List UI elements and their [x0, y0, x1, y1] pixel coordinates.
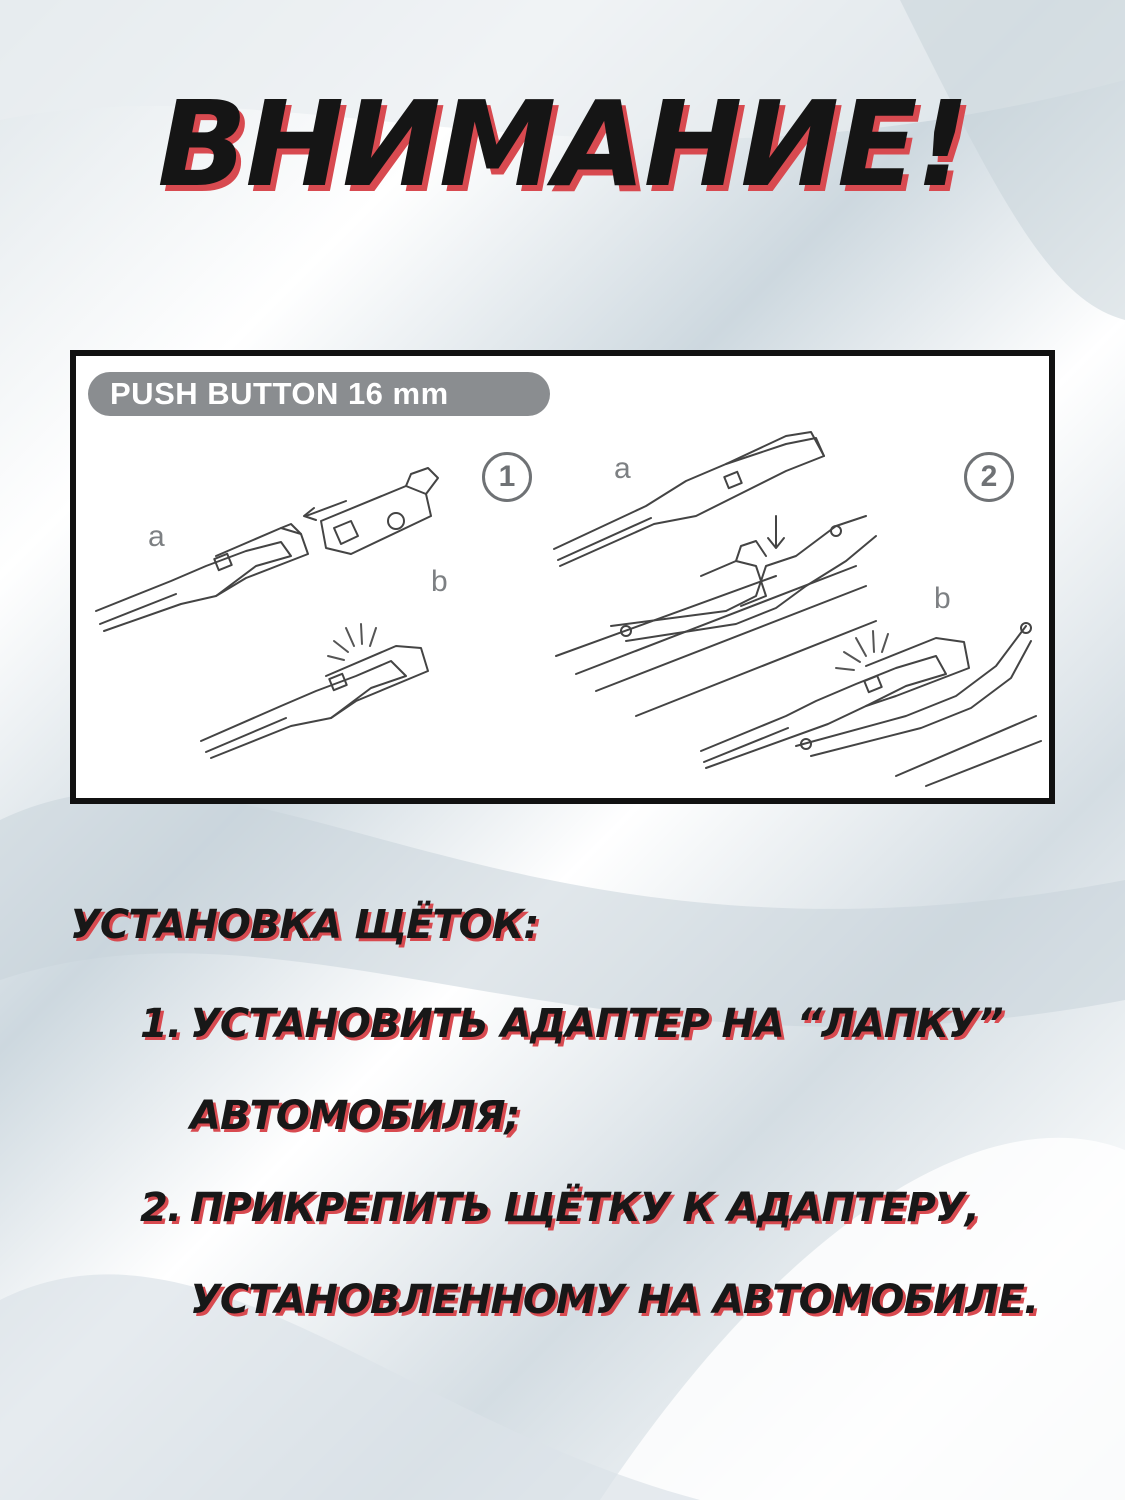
instructions-heading: УСТАНОВКА ЩЁТОК:: [70, 902, 539, 948]
wiper-blade-icon: [701, 638, 969, 768]
step-1-badge: 1: [482, 452, 532, 502]
step-2-badge: 2: [964, 452, 1014, 502]
step-2-label-a: a: [614, 452, 631, 485]
instruction-step-2: [140, 1162, 1100, 1346]
wiper-blade-icon: [554, 432, 824, 566]
wiper-diagram-illustration: [76, 356, 1049, 798]
arrow-down-icon: [768, 516, 784, 548]
step-text-line-2: УСТАНОВЛЕННОМУ НА АВТОМОБИЛЕ.: [190, 1277, 1039, 1323]
step-1-label-b: b: [431, 565, 448, 598]
wiper-arm-icon: [796, 623, 1041, 786]
step-text-line-1: ПРИКРЕПИТЬ ЩЁТКУ К АДАПТЕРУ,: [190, 1185, 979, 1231]
step-number: 2.: [140, 1185, 182, 1231]
step-1-label-a: a: [148, 520, 165, 553]
click-spark-icon: [836, 631, 888, 670]
installation-instructions: [70, 890, 1100, 1346]
wiper-blade-icon: [201, 646, 428, 758]
push-button-badge: PUSH BUTTON 16 mm: [88, 372, 550, 416]
click-spark-icon: [328, 624, 376, 660]
step-number: 1.: [140, 1001, 182, 1047]
step-text-line-1: УСТАНОВИТЬ АДАПТЕР НА “ЛАПКУ”: [190, 1001, 1003, 1047]
instruction-step-1: [140, 978, 1100, 1162]
adapter-icon: [321, 468, 438, 554]
installation-diagram: [70, 350, 1055, 804]
arrow-left-icon: [304, 501, 346, 520]
wiper-blade-icon: [96, 520, 308, 631]
page-title: ВНИМАНИЕ!: [157, 75, 968, 213]
step-2-label-b: b: [934, 582, 951, 615]
step-text-line-2: АВТОМОБИЛЯ;: [190, 1093, 520, 1139]
